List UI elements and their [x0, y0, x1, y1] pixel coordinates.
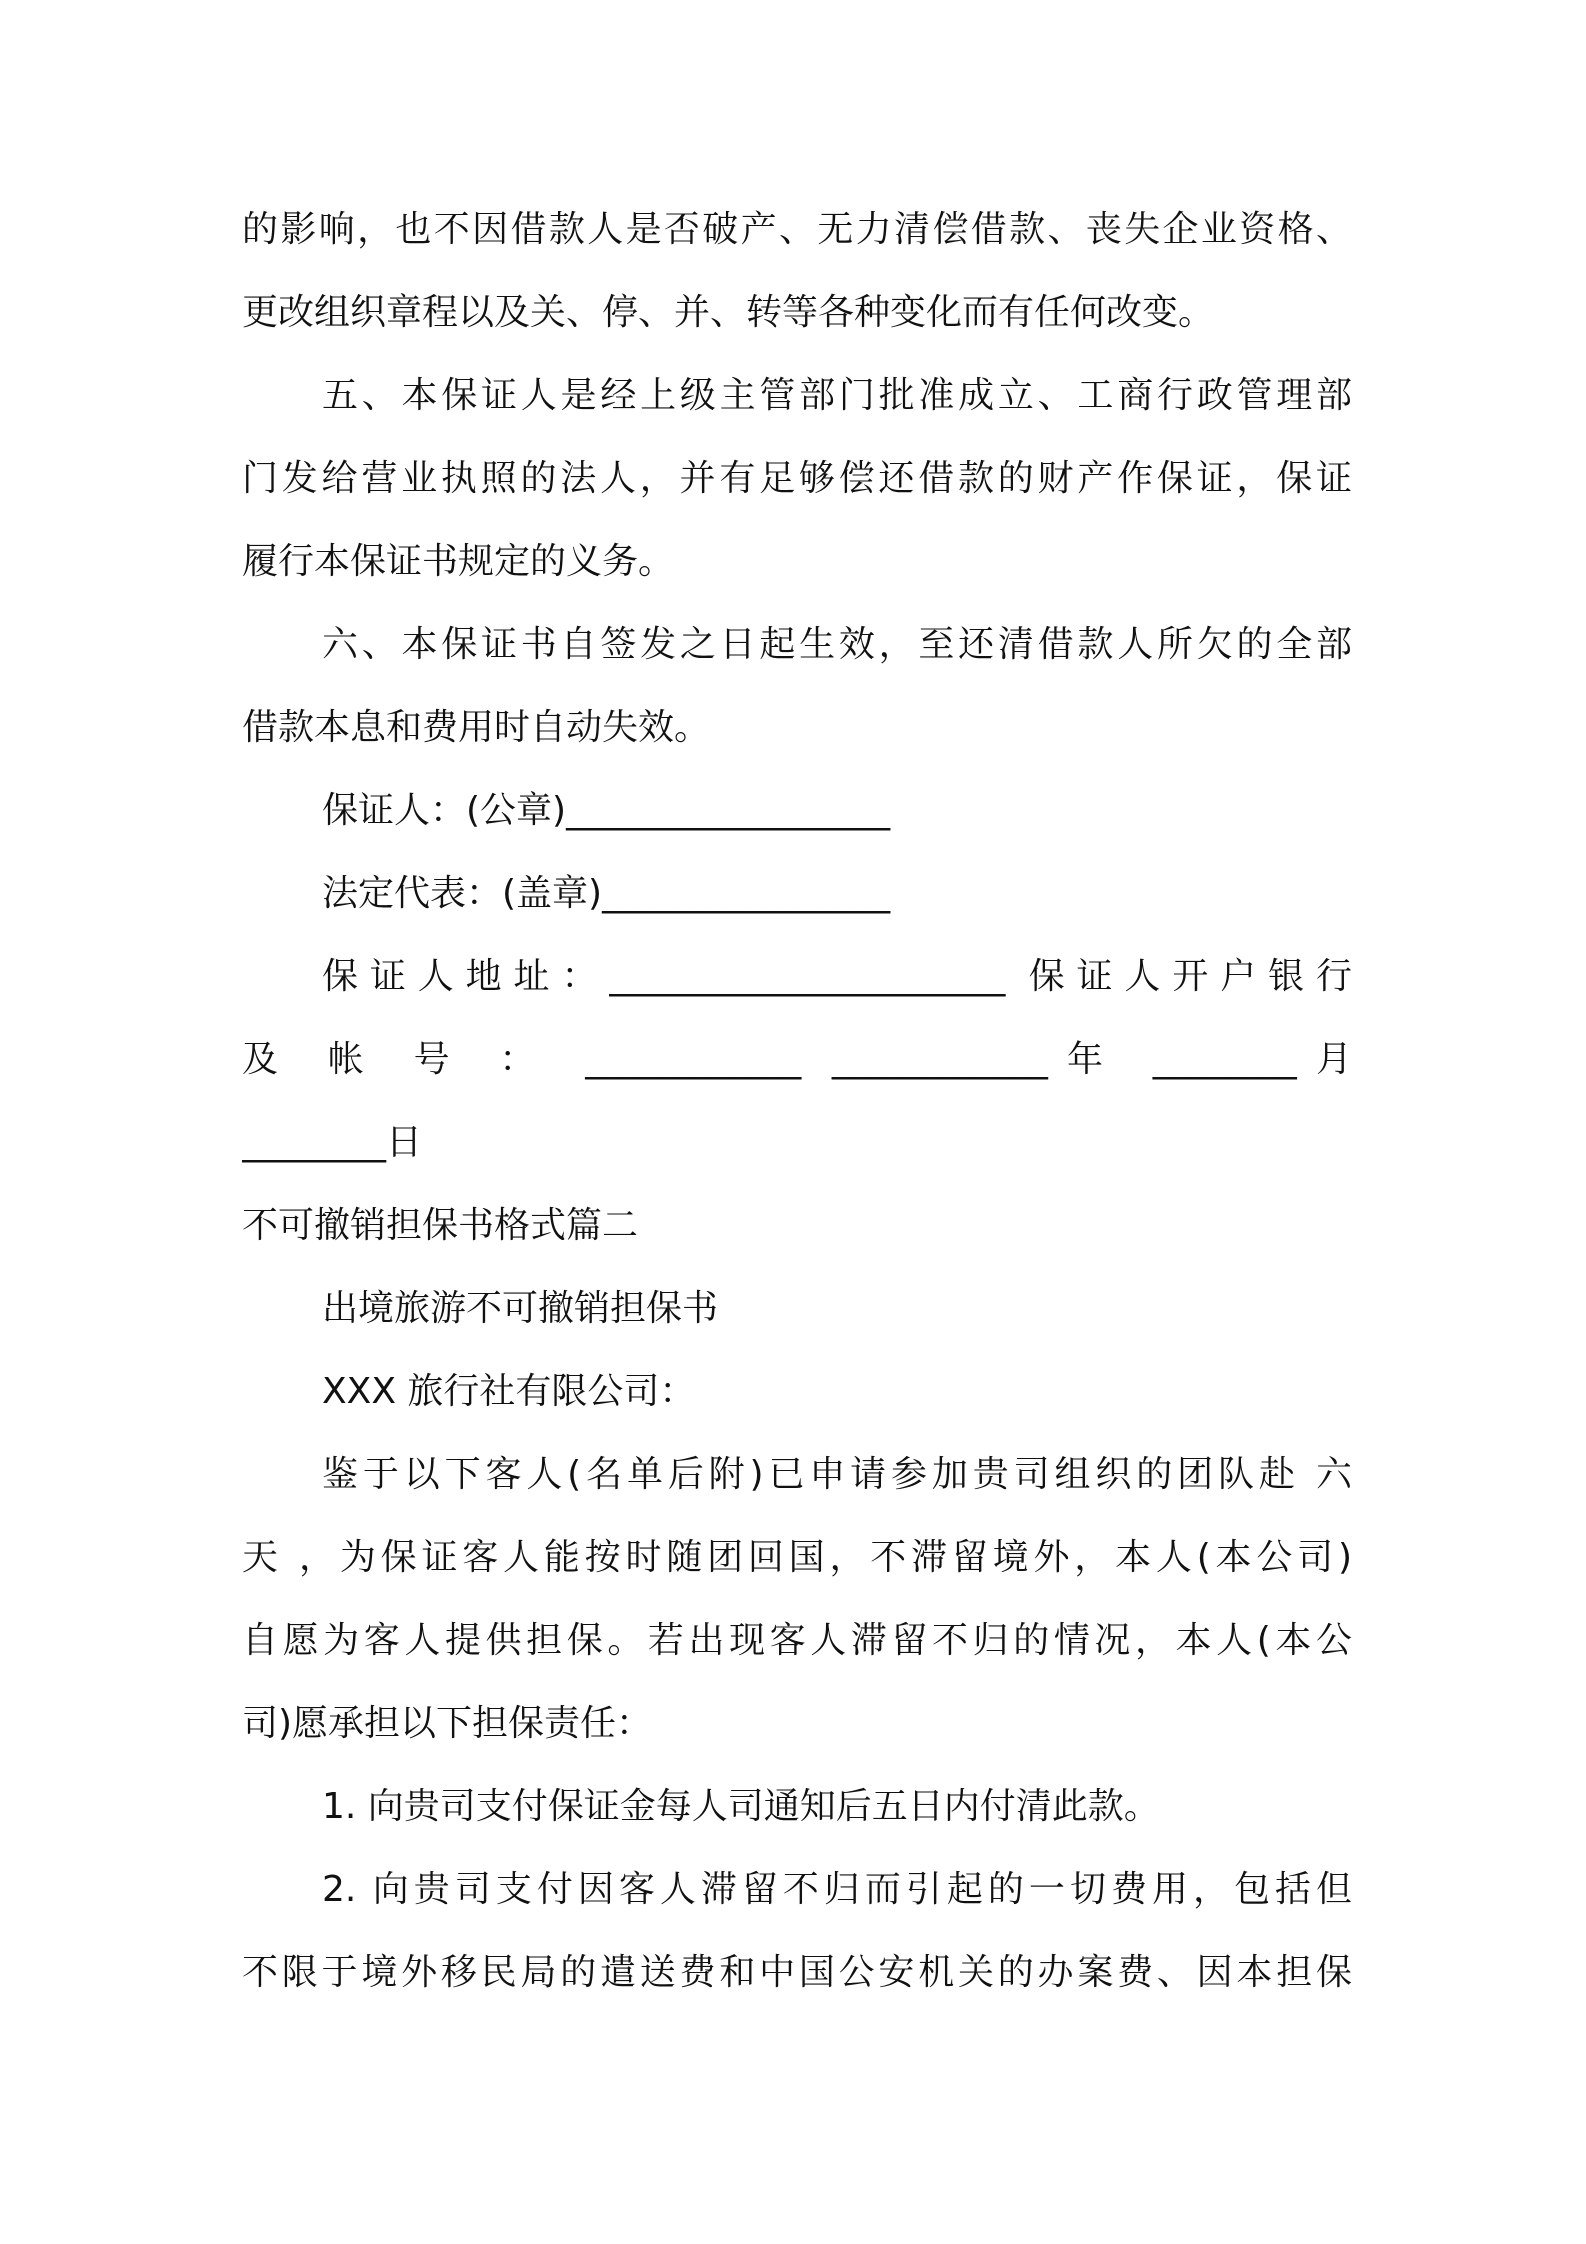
- paragraph-line: 更改组织章程以及关、停、并、转等各种变化而有任何改变。: [242, 292, 1215, 333]
- paragraph-line: 借款本息和费用时自动失效。: [242, 707, 711, 748]
- bank-account-date-field: 及 帐 号 ： ____________ ____________年 ________月: [242, 1039, 1352, 1080]
- legal-representative-field: 法定代表：(盖章)________________: [322, 873, 891, 914]
- addressee-line: XXX 旅行社有限公司：: [322, 1371, 696, 1412]
- paragraph-line: 鉴于以下客人(名单后附)已申请参加贵司组织的团队赴 六: [322, 1454, 1352, 1495]
- paragraph-line: 自愿为客人提供担保。若出现客人滞留不归的情况，本人(本公: [242, 1620, 1352, 1661]
- clause-six-line: 六、本保证书自签发之日起生效，至还清借款人所欠的全部: [322, 624, 1352, 665]
- guarantor-seal-field: 保证人：(公章)__________________: [322, 790, 891, 831]
- paragraph-line: 司)愿承担以下担保责任：: [242, 1703, 653, 1744]
- guarantor-address-field: 保证人地址：______________________ 保证人开户银行: [322, 956, 1352, 997]
- list-item-1: 1. 向贵司支付保证金每人司通知后五日内付清此款。: [322, 1786, 1160, 1827]
- section-heading: 不可撤销担保书格式篇二: [242, 1205, 639, 1246]
- paragraph-line: 的影响，也不因借款人是否破产、无力清偿借款、丧失企业资格、: [242, 209, 1352, 250]
- date-day-field: ________日: [242, 1122, 423, 1163]
- document-title: 出境旅游不可撤销担保书: [322, 1288, 719, 1329]
- paragraph-line: 履行本保证书规定的义务。: [242, 541, 675, 582]
- list-item-2: 2. 向贵司支付因客人滞留不归而引起的一切费用，包括但: [322, 1869, 1352, 1910]
- paragraph-line: 天 ，为保证客人能按时随团回国，不滞留境外，本人(本公司): [242, 1537, 1352, 1578]
- paragraph-line: 门发给营业执照的法人，并有足够偿还借款的财产作保证，保证: [242, 458, 1352, 499]
- paragraph-line: 不限于境外移民局的遣送费和中国公安机关的办案费、因本担保: [242, 1952, 1352, 1993]
- clause-five-line: 五、本保证人是经上级主管部门批准成立、工商行政管理部: [322, 375, 1352, 416]
